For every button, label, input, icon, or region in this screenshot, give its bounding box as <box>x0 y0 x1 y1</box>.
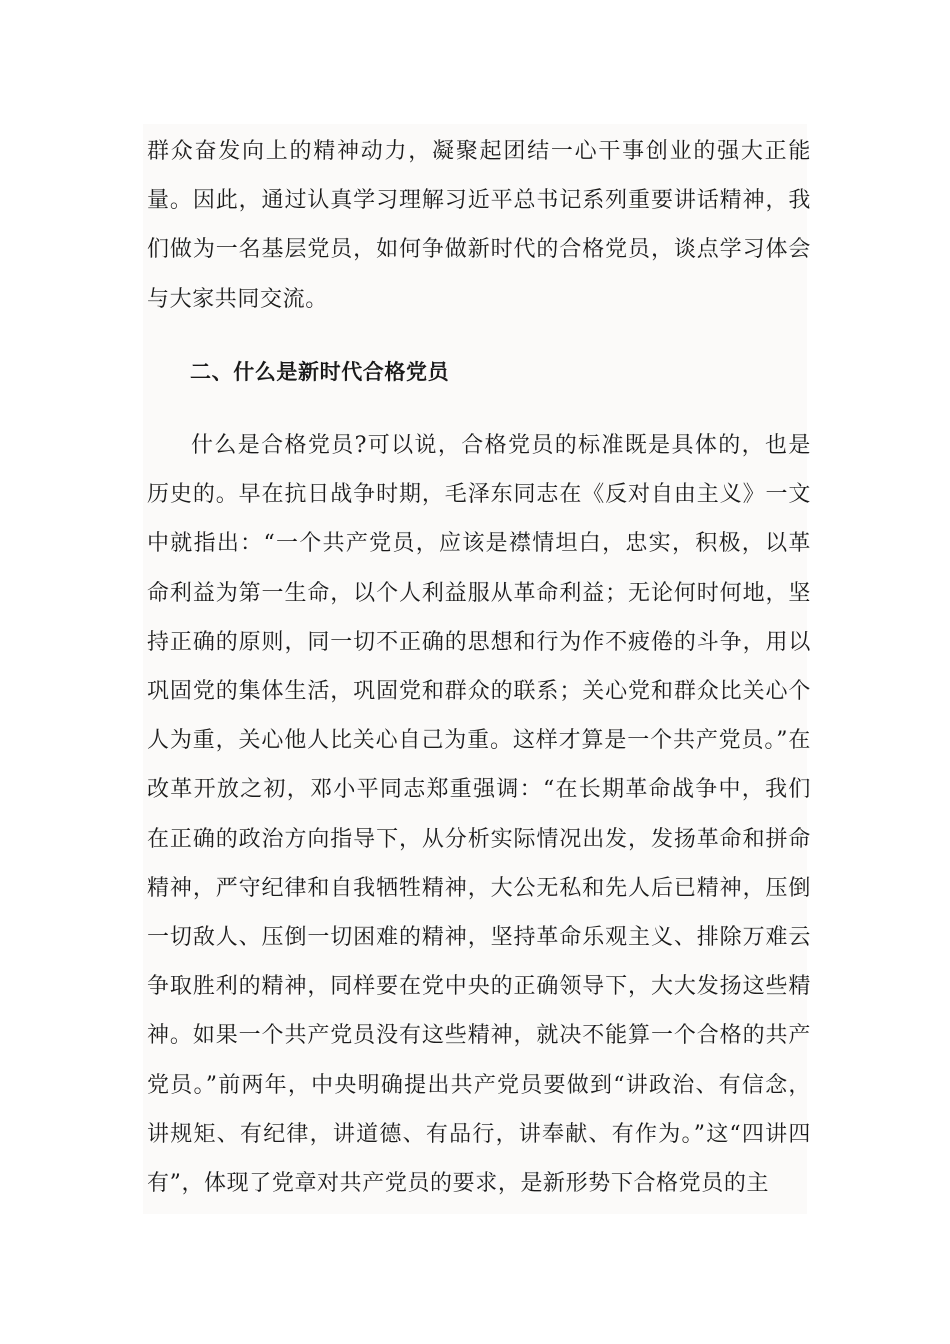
section-heading: 二、什么是新时代合格党员 <box>190 359 450 384</box>
body-paragraph: 什么是合格党员?可以说，合格党员的标准既是具体的，也是历史的。早在抗日战争时期，毛泽东同志在《反对自由主义》一文中就指出：“一个共产党员，应该是襟情坦白，忠实，积极，以革命利益为第一生命，以个人利益服从革命利益；无论何时何地，坚持正确的原则，同一切不正确的思想和行为作不疲倦的斗争，用以巩固党的集体生活，巩固党和群众的联系；关心党和群众比关心个人为重，关心他人比关心自己为重。这样才算是一个共产党员。”在改革开放之初，邓小平同志郑重强调：“在长期革命战争中，我们在正确的政治方向指导下，从分析实际情况出发，发扬革命和拼命精神，严守纪律和自我牺牲精神，大公无私和先人后已精神，压倒一切敌人、压倒一切困难的精神，坚持革命乐观主义、排除万难云争取胜利的精神，同样要在党中央的正确领导下，大大发扬这些精神。如果一个共产党员没有这些精神，就决不能算一个合格的共产党员。”前两年，中央明确提出共产党员要做到“讲政治、有信念，讲规矩、有纪律，讲道德、有品行，讲奉献、有作为。”这“四讲四有”，体现了党章对共产党员的要求，是新形势下合格党员的主 <box>147 433 811 1197</box>
continuation-paragraph: 群众奋发向上的精神动力，凝聚起团结一心干事创业的强大正能量。因此，通过认真学习理解习近平总书记系列重要讲话精神，我们做为一名基层党员，如何争做新时代的合格党员，谈点学习体会与大家共同交流。 <box>147 139 811 312</box>
